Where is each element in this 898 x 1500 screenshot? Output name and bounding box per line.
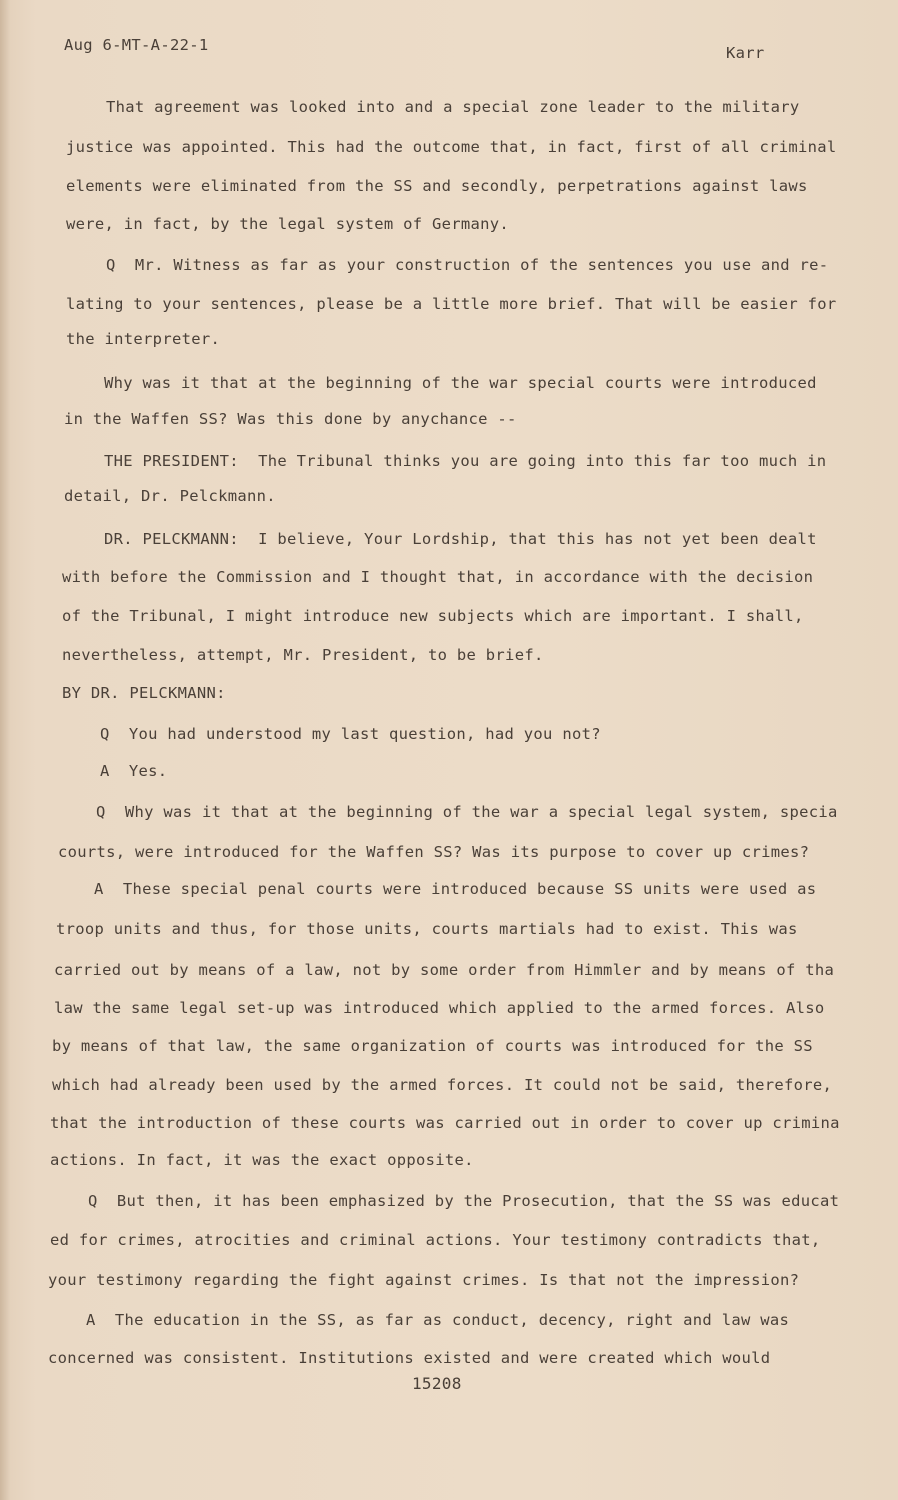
text-line: A These special penal courts were introduced because SS units were used as (94, 880, 817, 898)
text-line: A The education in the SS, as far as conduct, decency, right and law was (86, 1311, 790, 1329)
text-line: carried out by means of a law, not by some order from Himmler and by means of tha (54, 961, 835, 979)
text-line: lating to your sentences, please be a little more brief. That will be easier for (66, 295, 837, 313)
text-line: detail, Dr. Pelckmann. (64, 487, 276, 505)
text-line: troop units and thus, for those units, courts martials had to exist. This was (56, 920, 798, 938)
text-line: which had already been used by the armed forces. It could not be said, therefore, (52, 1076, 833, 1094)
text-line: Q You had understood my last question, had you not? (100, 725, 601, 743)
text-line: concerned was consistent. Institutions existed and were created which would (48, 1349, 771, 1367)
text-line: law the same legal set-up was introduced which applied to the armed forces. Also (54, 999, 825, 1017)
text-line: the interpreter. (66, 330, 221, 348)
text-line: Q Why was it that at the beginning of the war a special legal system, specia (96, 803, 838, 821)
reporter-name: Karr (726, 44, 765, 62)
text-line: Why was it that at the beginning of the war special courts were introduced (104, 374, 817, 392)
text-line: Q Mr. Witness as far as your construction of the sentences you use and re- (106, 256, 829, 274)
text-line: with before the Commission and I thought that, in accordance with the decision (62, 568, 814, 586)
text-line: your testimony regarding the fight against crimes. Is that not the impression? (48, 1271, 800, 1289)
text-line: courts, were introduced for the Waffen SS? Was its purpose to cover up crimes? (58, 843, 810, 861)
text-line: Q But then, it has been emphasized by the Prosecution, that the SS was educat (88, 1192, 840, 1210)
text-line: were, in fact, by the legal system of Germany. (66, 215, 510, 233)
text-line: A Yes. (100, 762, 168, 780)
document-reference: Aug 6-MT-A-22-1 (64, 36, 209, 54)
text-line: nevertheless, attempt, Mr. President, to be brief. (62, 646, 544, 664)
text-line: THE PRESIDENT: The Tribunal thinks you are going into this far too much in (104, 452, 827, 470)
text-line: that the introduction of these courts was carried out in order to cover up crimina (50, 1114, 840, 1132)
text-line: by means of that law, the same organization of courts was introduced for the SS (52, 1037, 813, 1055)
text-line: justice was appointed. This had the outcome that, in fact, first of all criminal (66, 138, 837, 156)
text-line: elements were eliminated from the SS and secondly, perpetrations against laws (66, 177, 808, 195)
page-number: 15208 (412, 1374, 462, 1393)
text-line: BY DR. PELCKMANN: (62, 684, 226, 702)
page-edge (0, 0, 10, 1500)
text-line: of the Tribunal, I might introduce new subjects which are important. I shall, (62, 607, 804, 625)
text-line: DR. PELCKMANN: I believe, Your Lordship, that this has not yet been dealt (104, 530, 817, 548)
text-line: in the Waffen SS? Was this done by anychance -- (64, 410, 517, 428)
text-line: ed for crimes, atrocities and criminal actions. Your testimony contradicts that, (50, 1231, 821, 1249)
text-line: actions. In fact, it was the exact opposite. (50, 1151, 474, 1169)
text-line: That agreement was looked into and a special zone leader to the military (106, 98, 800, 116)
